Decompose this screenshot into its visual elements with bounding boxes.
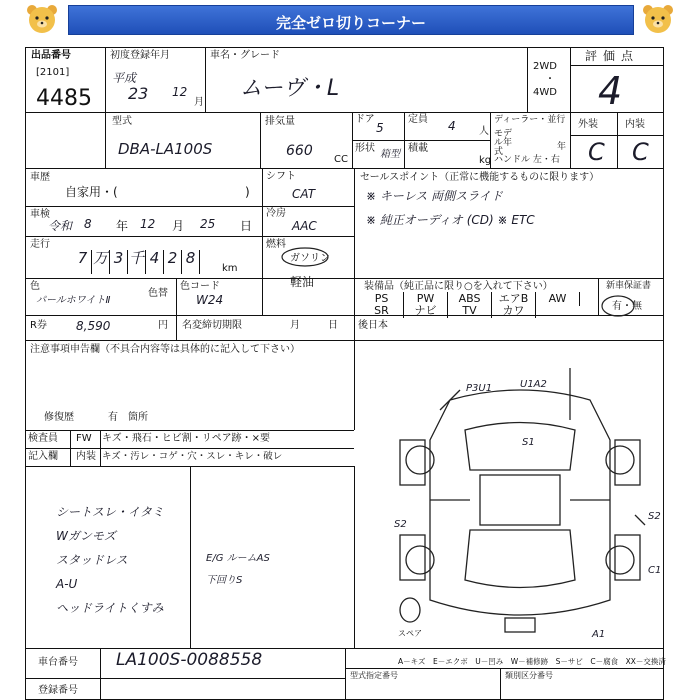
drive-dot: ・ [545, 74, 555, 85]
damage-legend: A－キズ E－エクボ U－凹み W－補修跡 S－サビ C－腐食 XX－交換済 [398, 657, 666, 666]
mark-c1: C1 [648, 565, 662, 576]
equipment-item: PW [404, 292, 448, 306]
new-car-warranty-value: 有・無 [612, 301, 642, 312]
name-change-day: 日 [328, 320, 338, 331]
divider [105, 47, 106, 168]
mileage-digit: 2 [164, 250, 182, 274]
circle-mark [600, 294, 636, 318]
color-code-value: W24 [196, 293, 224, 307]
spare-label: スペア [398, 629, 422, 638]
rear-seat-label: 後日本 [358, 320, 388, 331]
divider [25, 678, 345, 679]
divider [262, 168, 263, 315]
first-reg-year: 23 [128, 84, 149, 103]
color-code-label: 色コード [180, 281, 220, 292]
repair-value: 有 [108, 412, 118, 423]
fuel-label: 燃料 [266, 239, 286, 250]
mark-s1: S1 [522, 437, 535, 448]
fuel-diesel: 軽油 [290, 275, 315, 289]
mileage-digit: 7 [74, 250, 92, 274]
displacement-unit: CC [334, 154, 348, 165]
lot-number: 4485 [36, 86, 92, 111]
int-items: キズ・汚レ・コゲ・穴・スレ・キレ・破レ [102, 451, 283, 462]
grade-score: 4 [598, 69, 623, 113]
color-label: 色 [30, 281, 40, 292]
divider [25, 340, 664, 341]
recycle-value: 8,590 [76, 319, 111, 333]
mileage-digit: 万 [92, 250, 110, 274]
divider [25, 448, 354, 449]
first-reg-month: 12 [172, 85, 188, 99]
inspection-day: 25 [200, 217, 216, 231]
capacity-unit: 人 [479, 126, 489, 137]
divider [354, 466, 355, 648]
divider [176, 315, 177, 340]
mileage-digit: 8 [182, 250, 200, 274]
equipment-item: ABS [448, 292, 492, 306]
sales-point-line1: ※ キーレス 両側スライド [366, 189, 503, 203]
divider [205, 47, 206, 112]
equipment-item: カワ [492, 304, 536, 318]
divider [25, 315, 664, 316]
year-unit: 年 [557, 142, 567, 152]
chassis-value: LA100S-0088558 [116, 650, 263, 670]
displacement-value: 660 [286, 143, 313, 159]
mark-top-right: U1A2 [520, 379, 547, 390]
divider [352, 140, 490, 141]
divider [570, 65, 664, 66]
mileage-unit: km [222, 263, 238, 274]
divider [176, 278, 177, 315]
divider [598, 278, 599, 315]
equipment-item: TV [448, 304, 492, 318]
chassis-label: 車台番号 [38, 657, 78, 668]
fw-items: キズ・飛石・ヒビ割・リペア跡・×要 [102, 433, 270, 444]
divider [25, 168, 664, 169]
divider [100, 430, 101, 466]
inspection-era: 令和 [48, 219, 73, 233]
inspection-year: 8 [84, 217, 92, 231]
divider [354, 278, 664, 279]
car-damage-diagram [380, 360, 660, 650]
aircon-value: AAC [292, 219, 317, 233]
equipment-item: SR [360, 304, 404, 318]
bear-mascot-icon [25, 3, 59, 35]
new-car-warranty-label: 新車保証書 [606, 281, 652, 291]
shape-label: 形状 [355, 143, 375, 154]
int-label: 内装 [76, 451, 96, 462]
divider [354, 168, 355, 340]
divider [190, 466, 191, 648]
handle-label: ハンドル 左・右 [494, 155, 560, 165]
banner-bar [68, 5, 634, 35]
capacity-label: 定員 [408, 114, 428, 125]
inspection-month-unit: 月 [172, 219, 185, 233]
note-line: A-U [56, 577, 78, 591]
note-line: シートスレ・イタミ [56, 505, 164, 519]
first-reg-label: 初度登録年月 [110, 50, 170, 61]
recycle-label: R券 [30, 320, 47, 331]
interior-label: 内装 [625, 119, 645, 130]
inspector-label: 検査員 [28, 433, 58, 444]
divider [25, 236, 354, 237]
divider [500, 668, 501, 700]
lot-label: 出品番号 [31, 50, 71, 61]
repair-places: 箇所 [128, 412, 148, 423]
mark-top-left: P3U1 [466, 383, 493, 394]
usage-value: 自家用・( [65, 185, 118, 199]
divider [100, 648, 101, 700]
divider [25, 430, 354, 431]
lot-code: [2101] [36, 67, 70, 78]
equipment-item: AW [536, 292, 580, 306]
shift-label: シフト [266, 171, 296, 182]
car-name-label: 車名・グレード [210, 50, 280, 61]
displacement-label: 排気量 [265, 116, 295, 127]
grade-label: 評価点 [585, 49, 640, 63]
mileage-digit: 4 [146, 250, 164, 274]
circle-mark [280, 246, 330, 268]
inspection-label: 車検 [30, 209, 50, 220]
first-reg-era: 平成 [112, 71, 137, 85]
divider [617, 112, 618, 168]
name-change-month: 月 [290, 320, 300, 331]
note-label: 記入欄 [28, 451, 58, 462]
equipment-item: ナビ [404, 304, 448, 318]
import-label: ディーラー・並行 [494, 115, 566, 125]
mid-note-1: E/G ルームAS [206, 553, 270, 564]
inspection-month: 12 [140, 217, 156, 231]
mid-note-2: 下回りS [206, 575, 243, 586]
aircon-label: 冷房 [266, 208, 286, 219]
registration-label: 登録番号 [38, 685, 78, 696]
divider [345, 648, 346, 700]
divider [260, 112, 261, 168]
mileage-digit: 千 [128, 250, 146, 274]
model-label: 型式 [112, 116, 132, 127]
mileage-digit: 3 [110, 250, 128, 274]
equipment-label: 装備品（純正品に限り○を入れて下さい） [364, 281, 553, 292]
fuel-gas: ガソリン [290, 253, 330, 264]
banner-title: 完全ゼロ切りコーナー [275, 14, 426, 32]
door-label: ドア [355, 114, 375, 125]
model-value: DBA-LA100S [118, 140, 213, 158]
recycle-unit: 円 [158, 320, 168, 331]
fw-label: FW [76, 433, 92, 444]
note-line: ヘッドライトくすみ [56, 601, 164, 615]
door-value: 5 [376, 121, 384, 135]
sales-point-line2: ※ 純正オーディオ (CD) ※ ETC [366, 213, 535, 227]
divider [354, 340, 355, 430]
color-value: パールホワイトⅡ [36, 295, 111, 306]
car-name-value: ムーヴ・L [240, 76, 340, 101]
divider [527, 47, 528, 112]
first-reg-month-unit: 月 [194, 97, 204, 108]
mark-s2-left: S2 [394, 519, 407, 530]
header-banner [0, 0, 700, 40]
usage-close: ) [245, 185, 250, 199]
drive-2wd: 2WD [533, 61, 557, 72]
divider [70, 430, 71, 466]
usage-label: 車歴 [30, 172, 50, 183]
color-change-label: 色替 [148, 288, 168, 299]
notes-label: 注意事項申告欄（不具合内容等は具体的に記入して下さい） [30, 344, 300, 355]
sales-point-label: セールスポイント（正常に機能するものに限ります） [360, 172, 600, 183]
repair-label: 修復歴 [44, 412, 74, 423]
name-change-label: 名変締切期限 [182, 320, 242, 331]
divider [25, 112, 664, 113]
equipment-item: エアB [492, 292, 536, 306]
inspection-day-unit: 日 [240, 219, 253, 233]
divider [25, 206, 354, 207]
capacity-value: 4 [448, 119, 456, 133]
shift-value: CAT [292, 187, 316, 201]
bear-mascot-icon [641, 3, 675, 35]
interior-value: C [632, 138, 649, 166]
load-unit: kg [479, 155, 492, 166]
mark-a1: A1 [592, 629, 606, 640]
inspection-year-unit: 年 [116, 219, 129, 233]
model-spec-label: 型式指定番号 [350, 671, 398, 680]
model-year-label: モデル年式 [494, 129, 513, 157]
note-line: スタッドレス [56, 553, 128, 567]
category-label: 類別区分番号 [505, 671, 553, 680]
mark-s2-right: S2 [648, 511, 661, 522]
exterior-value: C [588, 138, 605, 166]
divider [345, 668, 664, 669]
mileage-label: 走行 [30, 239, 50, 250]
drive-4wd: 4WD [533, 87, 557, 98]
exterior-label: 外装 [578, 119, 598, 130]
load-label: 積載 [408, 143, 428, 154]
equipment-item: PS [360, 292, 404, 306]
note-line: Wガンモズ [56, 529, 116, 543]
shape-value: 箱型 [380, 149, 400, 160]
